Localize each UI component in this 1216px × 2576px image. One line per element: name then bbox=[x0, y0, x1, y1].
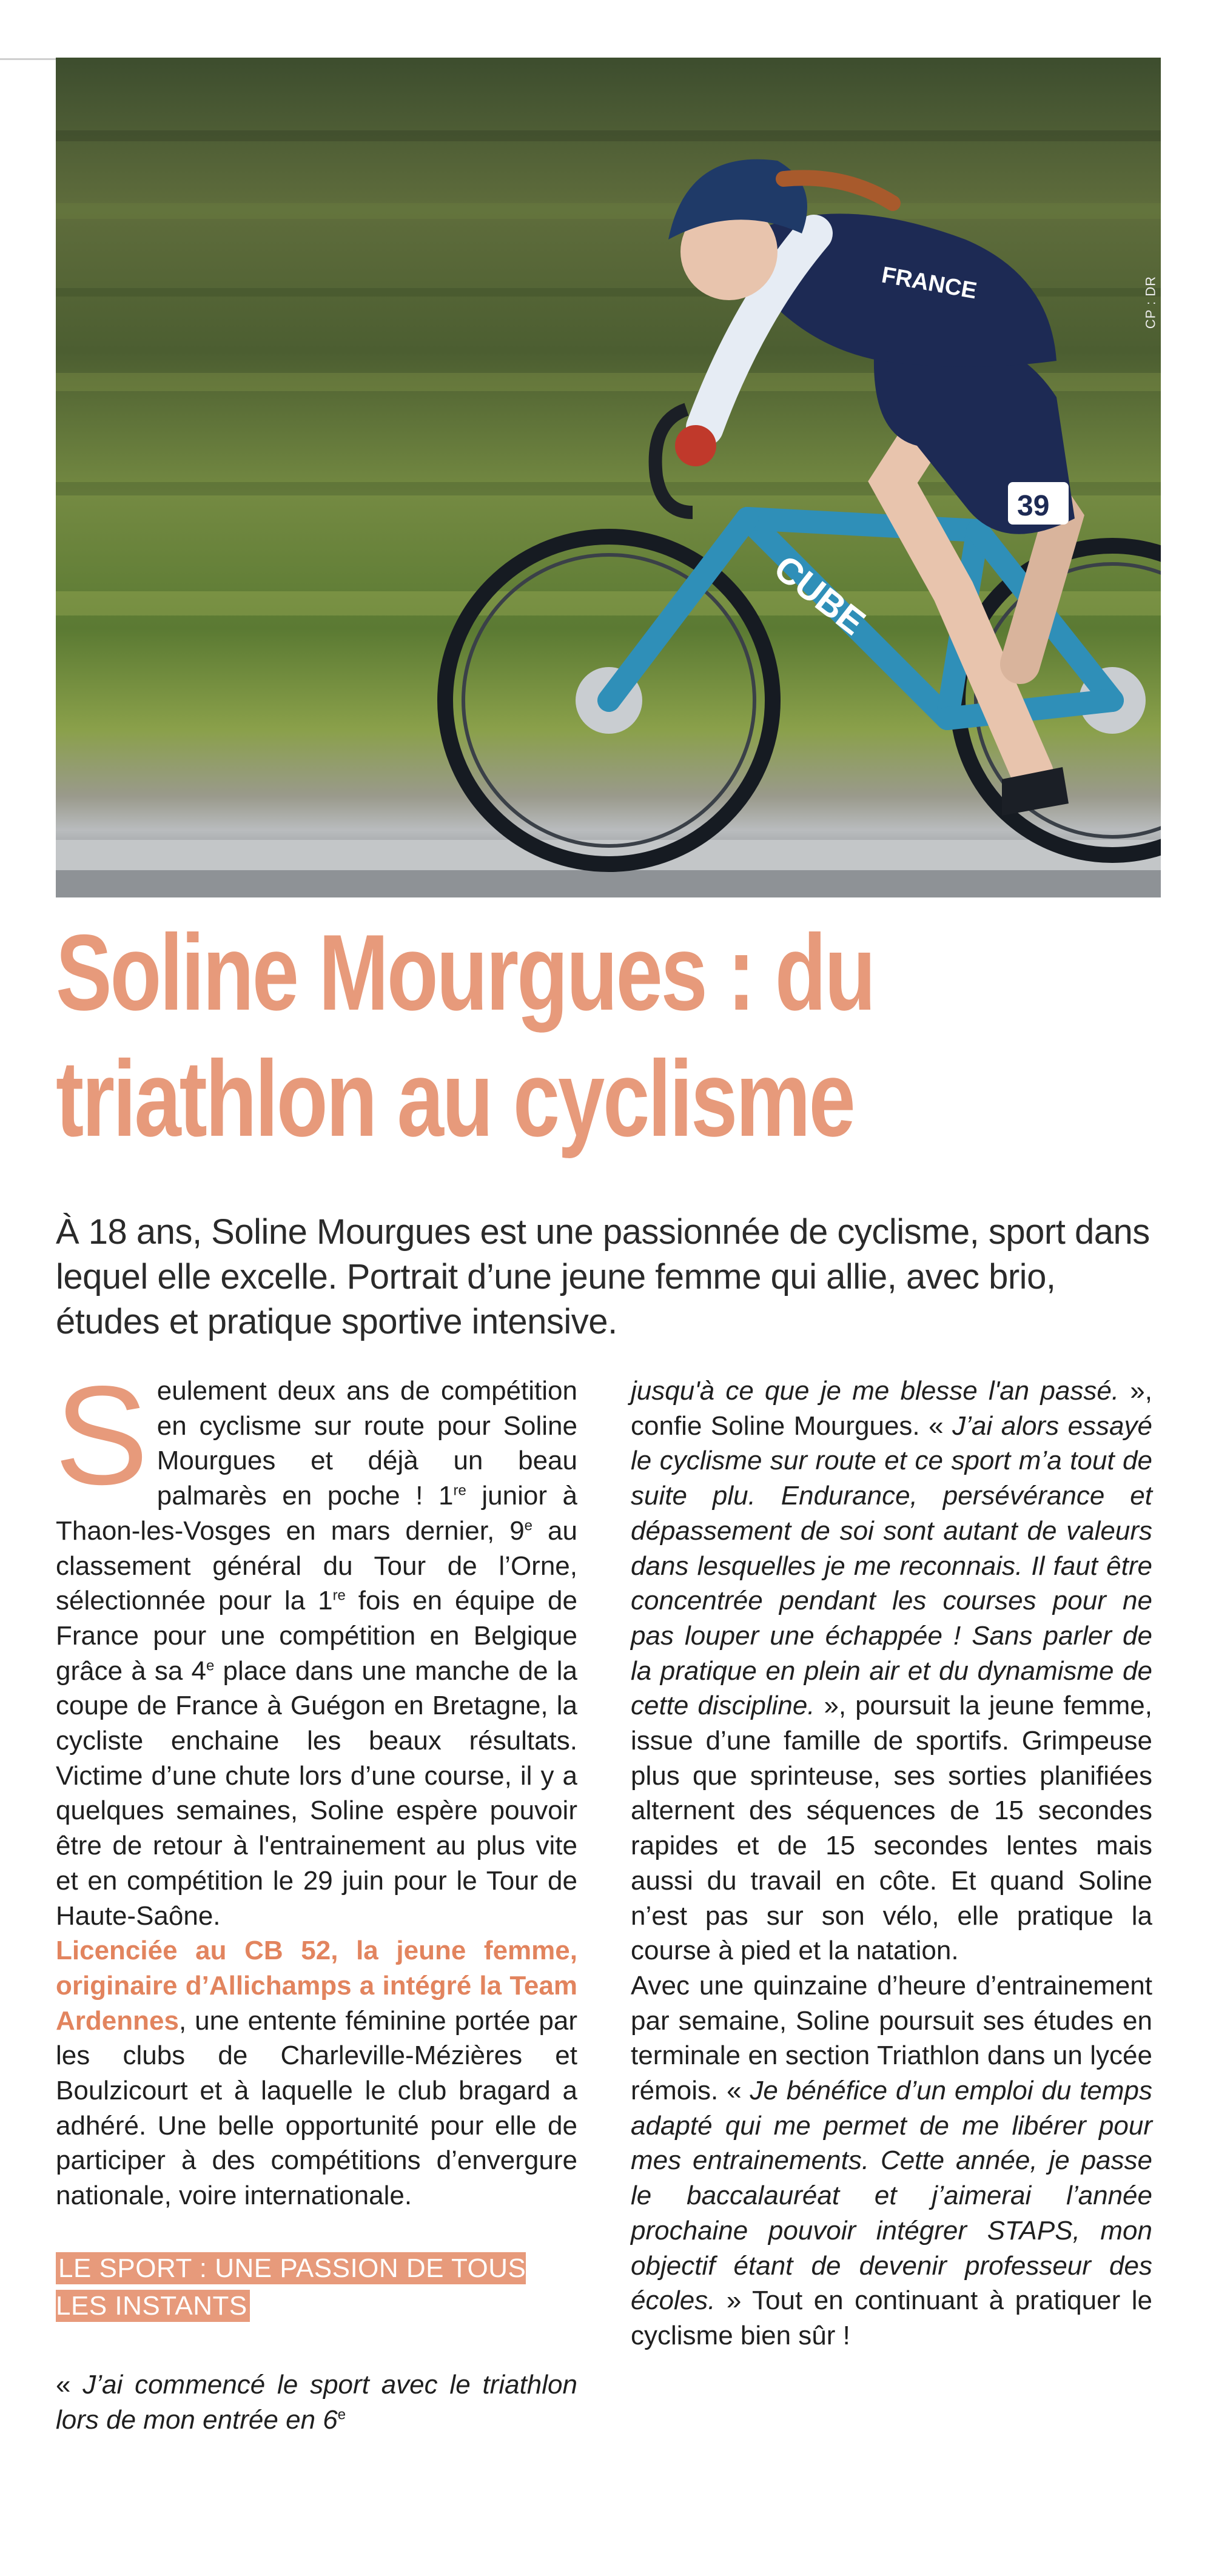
p2-bold-text: Licenciée au CB 52, la jeune femme, originaire d’Allichamps a intégré la Team Ardennes bbox=[56, 1936, 577, 2036]
p1-text-c: au classement général du Tour de l’Orne, sélectionnée pour la 1 bbox=[56, 1515, 577, 1616]
top-rule bbox=[0, 58, 61, 60]
p4-quote-b: J’ai alors essayé le cyclisme sur route et ce sport m’a tout de suite plu. Endurance, persévérance et dépassement de soi sont autant de valeurs dans lesquelles je me reconnais. Il faut être concentrée pendant les courses pour ne pas louper une échappée ! Sans parler de la pratique en plein air et du dynamisme de cette discipline. bbox=[631, 1410, 1152, 1721]
paragraph-5 bbox=[631, 1968, 1152, 2353]
paragraph-4 bbox=[631, 1374, 1152, 1968]
article-headline bbox=[56, 910, 907, 1162]
p4-text-b: », poursuit la jeune femme, issue d’une famille de sportifs. Grimpeuse plus que sprinteuse, ses sorties planifiées alternent des séquences de 15 secondes rapides et de 15 secondes lentes mais aussi du travail en côte. Et quand Soline n’est pas sur son vélo, elle pratique la course à pied et la natation. bbox=[631, 1691, 1152, 1966]
headline-line-2: triathlon au cyclisme bbox=[56, 1038, 854, 1159]
p3-sup: e bbox=[337, 2406, 346, 2423]
p5-text-a: Avec une quinzaine d’heure d’entrainement par semaine, Soline poursuit ses études en terminale en section Triathlon dans un lycée rémois. « bbox=[631, 1970, 1152, 2106]
paragraph-1 bbox=[55, 1357, 577, 1933]
photo-credit: CP : DR bbox=[1143, 276, 1158, 329]
headline-line-1: Soline Mourgues : du bbox=[56, 912, 875, 1033]
p1-sup-2: e bbox=[524, 1517, 533, 1534]
p3-open-quote: « bbox=[56, 2369, 83, 2400]
article-column-right bbox=[631, 1374, 1152, 2353]
p4-text-a: », confie Soline Mourgues. « bbox=[631, 1376, 1152, 1441]
p1-sup-3: re bbox=[332, 1587, 346, 1604]
frame-brand-text: CUBE bbox=[766, 547, 873, 643]
p4-quote-a: jusqu'à ce que je me blesse l'an passé. bbox=[631, 1376, 1120, 1406]
p1-text-e: place dans une manche de la coupe de France à Guégon en Bretagne, la cycliste enchaine les beaux résultats. Victime d’une chute lors d’une course, il y a quelques semaines, Soline espère pouvoir être de retour à l'entrainement au plus vite et en compétition le 29 juin pour le Tour de Haute-Saône. bbox=[56, 1655, 577, 1931]
paragraph-2 bbox=[56, 1933, 577, 2213]
jersey-text: FRANCE bbox=[879, 262, 979, 304]
p1-text-b: junior à Thaon-les-Vosges en mars dernier, 9 bbox=[56, 1481, 577, 1546]
paragraph-3 bbox=[56, 2367, 577, 2437]
p3-quote: J’ai commencé le sport avec le triathlon lors de mon entrée en 6 bbox=[56, 2369, 577, 2435]
cyclist-illustration bbox=[56, 58, 1161, 897]
subhead-container bbox=[56, 2250, 577, 2325]
p1-text-a: eulement deux ans de compétition en cyclisme sur route pour Soline Mourgues et déjà un beau palmarès en poche ! 1 bbox=[156, 1376, 577, 1511]
cyclist-photo bbox=[56, 58, 1161, 897]
p1-sup-1: re bbox=[453, 1482, 466, 1499]
article-column-left bbox=[55, 1357, 577, 2437]
section-subhead: LE SPORT : UNE PASSION DE TOUS LES INSTANTS bbox=[56, 2253, 526, 2321]
article-lead: À 18 ans, Soline Mourgues est une passionnée de cyclisme, sport dans lequel elle excelle. Portrait d’une jeune femme qui allie, avec brio, études et pratique sportive intensive. bbox=[56, 1212, 1150, 1341]
p1-sup-4: e bbox=[206, 1657, 215, 1674]
dropcap: S bbox=[55, 1357, 149, 1514]
p5-text-b: » Tout en continuant à pratiquer le cyclisme bien sûr ! bbox=[631, 2286, 1152, 2350]
bib-number: 39 bbox=[1017, 490, 1050, 522]
p1-text-d: fois en équipe de France pour une compétition en Belgique grâce à sa 4 bbox=[56, 1586, 577, 1686]
p2-text: , une entente féminine portée par les clubs de Charleville-Mézières et Boulzicourt et à laquelle le club bragard a adhéré. Une belle opportunité pour elle de participer à des compétitions d’envergure nationale, voire internationale. bbox=[56, 2005, 577, 2211]
p5-quote: Je bénéfice d’un emploi du temps adapté qui me permet de me libérer pour mes entrainements. Cette année, je passe le baccalauréat et j’aimerai l’année prochaine pouvoir intégrer STAPS, mon objectif étant de devenir professeur des écoles. bbox=[631, 2076, 1152, 2316]
